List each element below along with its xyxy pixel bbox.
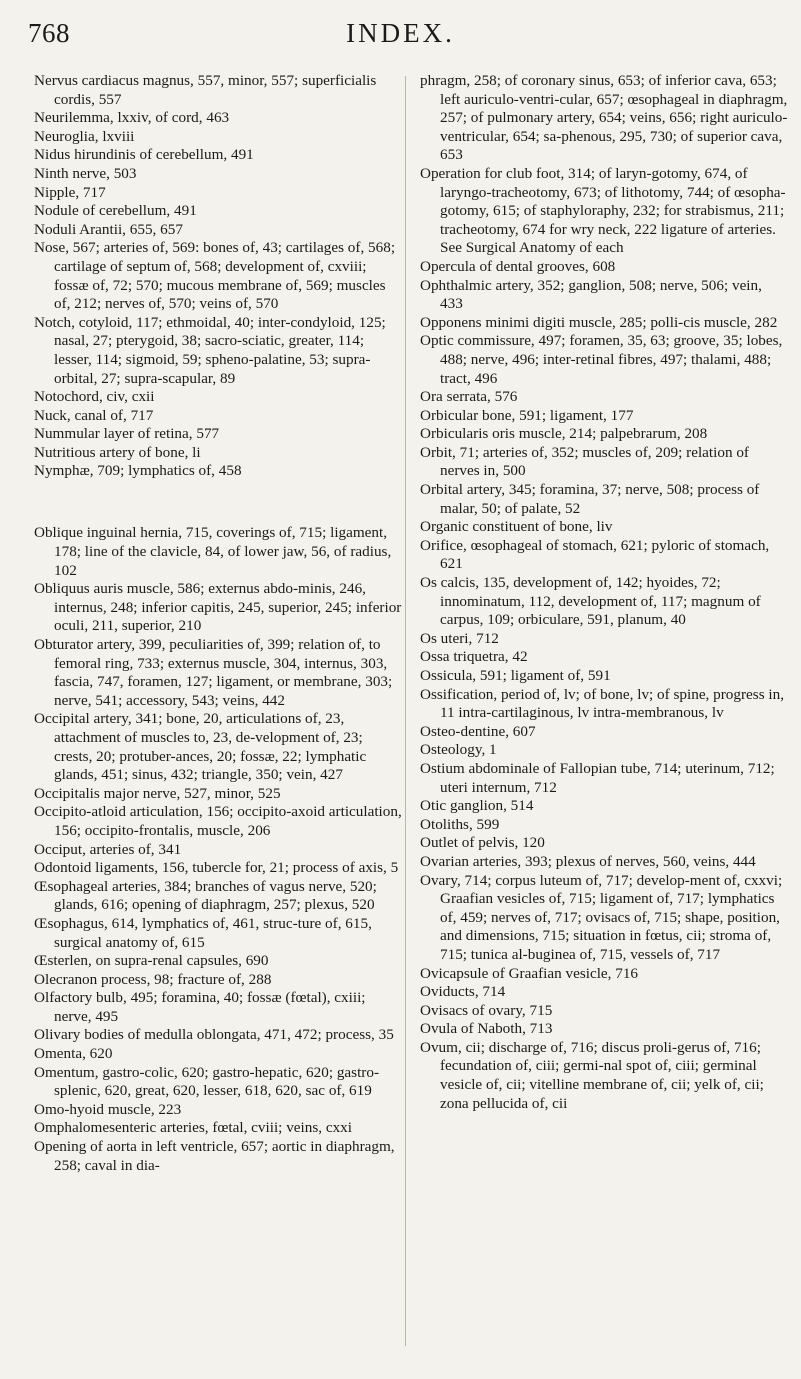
index-entry: Occipitalis major nerve, 527, minor, 525 [34,784,281,802]
index-entry: Os uteri, 712 [420,629,499,647]
page-number: 768 [28,18,70,48]
right-column [420,72,788,1113]
index-entry: Nummular layer of retina, 577 [34,425,220,443]
index-entry: Nidus hirundinis of cerebellum, 491 [34,146,254,164]
index-entry: Nodule of cerebellum, 491 [34,202,197,220]
index-entry: Omenta, 620 [34,1045,113,1063]
index-entry: Œsterlen, on supra-renal capsules, 690 [34,952,269,970]
index-entry: Omo-hyoid muscle, 223 [34,1100,182,1118]
index-entry: Orbicularis oris muscle, 214; palpebrarum, 208 [420,425,708,443]
index-entry: Opponens minimi digiti muscle, 285; polli-cis muscle, 282 [420,313,778,331]
index-entry: Notochord, civ, cxii [34,388,155,406]
index-entry: Obturator artery, 399, peculiarities of, 399; relation of, to femoral ring, 733; externus muscle, 304, internus, 303, fascia, 747, foramen, 127; ligament, or membrane, 303; nerve, 541; accessory, 543; veins, 442 [34,636,393,709]
index-entry: Orbit, 71; arteries of, 352; muscles of, 209; relation of nerves in, 500 [420,443,749,480]
index-entry: Neurilemma, lxxiv, of cord, 463 [34,109,230,127]
index-entry: Ovula of Naboth, 713 [420,1020,553,1038]
index-entry: Ovicapsule of Graafian vesicle, 716 [420,964,639,982]
index-entry: Organic constituent of bone, liv [420,518,613,536]
index-entry: Ostium abdominale of Fallopian tube, 714; uterinum, 712; uteri internum, 712 [420,759,775,796]
index-entry: Outlet of pelvis, 120 [420,834,545,852]
index-entry: Nose, 567; arteries of, 569: bones of, 43; cartilages of, 568; cartilage of septum of, 568; development of, cxviii; fossæ of, 72; 570; mucous membrane of, 569; muscles of, 212; nerves of, 570; veins of, 570 [34,239,396,313]
column-divider [405,76,406,1346]
index-entry: Opening of aorta in left ventricle, 657; aortic in diaphragm, 258; caval in dia- [34,1138,395,1174]
index-entry: Osteology, 1 [420,741,497,759]
index-entry: Opercula of dental grooves, 608 [420,257,616,275]
page-title: INDEX. [346,18,455,48]
index-entry: Nymphæ, 709; lymphatics of, 458 [34,462,242,480]
index-entry: Occipital artery, 341; bone, 20, articulations of, 23, attachment of muscles to, 23, de-velopment of, 23; crests, 20; protuber-ances, 20; fossæ, 22; lymphatic glands, 451; sinus, 432; triangle, 350; vein, 427 [34,710,367,784]
index-entry: phragm, 258; of coronary sinus, 653; of inferior cava, 653; left auriculo-ventri-cular, 657; œsophageal in diaphragm, 257; of pulmonary artery, 654; veins, 656; right auriculo-ventricular, 654; sa-phenous, 295, 730; of superior cava, 653 [420,72,788,164]
index-entry: Occipito-atloid articulation, 156; occipito-axoid articulation, 156; occipito-frontalis, muscle, 206 [34,803,402,839]
index-entry: Nervus cardiacus magnus, 557, minor, 557; superficialis cordis, 557 [34,72,377,108]
index-entry: Ovum, cii; discharge of, 716; discus proli-gerus of, 716; fecundation of, ciii; germi-nal spot of, ciii; germinal vesicle of, cii; vitelline membrane of, cii; yelk of, cii; zona pellucida of, cii [420,1038,764,1112]
index-entry: Olfactory bulb, 495; foramina, 40; fossæ (fœtal), cxiii; nerve, 495 [34,989,366,1025]
index-entry: Otoliths, 599 [420,815,500,833]
index-entry: Olecranon process, 98; fracture of, 288 [34,970,272,988]
index-entry: Œsophagus, 614, lymphatics of, 461, struc-ture of, 615, surgical anatomy of, 615 [34,914,372,951]
index-entry: Ovarian arteries, 393; plexus of nerves, 560, veins, 444 [420,852,756,870]
index-entry: Ora serrata, 576 [420,388,518,406]
index-entry: Nipple, 717 [34,183,106,201]
index-entry: Ossicula, 591; ligament of, 591 [420,667,611,684]
index-entry: Occiput, arteries of, 341 [34,840,182,858]
index-entry: Neuroglia, lxviii [34,127,135,145]
index-entry: Orifice, œsophageal of stomach, 621; pyloric of stomach, 621 [420,536,770,573]
index-entry: Œsophageal arteries, 384; branches of vagus nerve, 520; glands, 616; opening of diaphragm, 257; plexus, 520 [34,877,377,914]
index-entry: Ninth nerve, 503 [34,164,137,182]
index-entry: Noduli Arantii, 655, 657 [34,220,183,238]
index-entry: Ossa triquetra, 42 [420,648,528,666]
index-entry: Orbital artery, 345; foramina, 37; nerve, 508; process of malar, 50; of palate, 52 [420,481,760,517]
index-entry: Omentum, gastro-colic, 620; gastro-hepatic, 620; gastro-splenic, 620, great, 620, lesser, 618, 620, sac of, 619 [34,1063,380,1100]
index-entry: Ophthalmic artery, 352; ganglion, 508; nerve, 506; vein, 433 [420,276,762,313]
index-entry: Ossification, period of, lv; of bone, lv; of spine, progress in, 11 intra-cartilaginous, lv intra-membranous, lv [420,685,785,722]
index-entry: Notch, cotyloid, 117; ethmoidal, 40; inter-condyloid, 125; nasal, 27; pterygoid, 38; sacro-sciatic, greater, 114; lesser, 114; sigmoid, 59; spheno-palatine, 53; supra-orbital, 27; supra-scapular, 89 [34,313,386,387]
letter-gap [34,496,402,509]
index-entry: Operation for club foot, 314; of laryn-gotomy, 674, of laryngo-tracheotomy, 673; of lithotomy, 744; of œsopha-gotomy, 615; of staphyloraphy, 232; for strabismus, 211; tracheotomy, 674 for wry neck, 222 ligature of arteries. See Surgical Anatomy of each [420,164,786,257]
index-entry: Omphalomesenteric arteries, fœtal, cviii; veins, cxxi [34,1119,352,1137]
index-entry: Ovisacs of ovary, 715 [420,1001,553,1019]
index-entry: Nutritious artery of bone, li [34,443,201,461]
index-entry: Optic commissure, 497; foramen, 35, 63; groove, 35; lobes, 488; nerve, 496; inter-retinal fibres, 497; thalami, 488; tract, 496 [420,332,783,387]
index-entry: Odontoid ligaments, 156, tubercle for, 21; process of axis, 5 [34,859,399,877]
index-entry: Oblique inguinal hernia, 715, coverings of, 715; ligament, 178; line of the clavicle, 84, of lower jaw, 56, of radius, 102 [34,524,392,579]
index-entry: Nuck, canal of, 717 [34,406,154,424]
index-entry: Os calcis, 135, development of, 142; hyoides, 72; innominatum, 112, development of, 117; magnum of carpus, 109; orbiculare, 591, planum, 40 [420,574,761,629]
index-entry: Osteo-dentine, 607 [420,722,536,740]
index-entry: Olivary bodies of medulla oblongata, 471, 472; process, 35 [34,1026,394,1044]
index-entry: Orbicular bone, 591; ligament, 177 [420,406,634,424]
index-entry: Oviducts, 714 [420,983,506,1001]
index-entry: Ovary, 714; corpus luteum of, 717; develop-ment of, cxxvi; Graafian vesicles of, 715; ligament of, 717; lymphatics of, 459; nerves of, 717; ovisacs of, 715; shape, position, and dimensions, 715; situation in fœtus, cii; stroma of, 715; tunica al-buginea of, 715, vessels of, 717 [420,871,783,963]
index-entry: Otic ganglion, 514 [420,797,534,815]
index-entry: Obliquus auris muscle, 586; externus abdo-minis, 246, internus, 248; inferior capitis, 245, superior, 245; inferior oculi, 211, superior, 210 [34,580,402,635]
left-column [34,72,402,1175]
